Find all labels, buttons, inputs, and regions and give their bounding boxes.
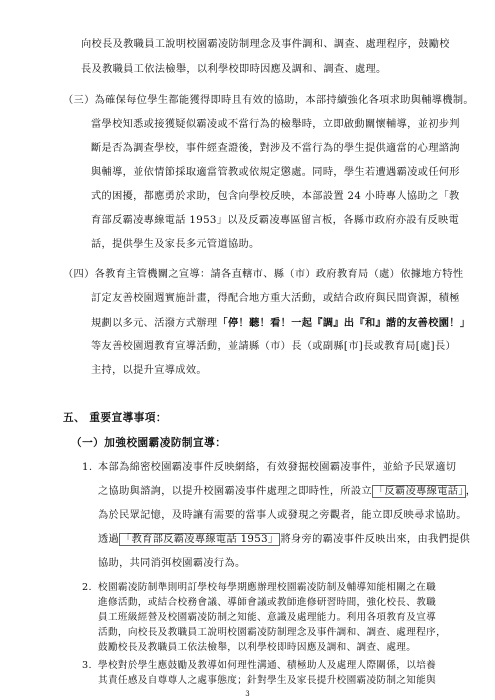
text-line: 員工班級經營及校園霸凌防制之知能、意識及處理能力。利用各項教育及宣導 (98, 612, 437, 623)
text-line: 斷是否為調查學校，事件經查證後，對涉及不當行為的學生提供適當的心理諮詢 (91, 143, 460, 154)
item-number: 3. (82, 660, 92, 671)
text-line: 其責任感及自尊尊人之處事態度；針對學生及家長提升校園霸凌防制之知能與 (98, 675, 437, 686)
text-line: 校園霸凌防制準則明訂學校每學期應辦理校園霸凌防制及輔導知能相關之在職 (98, 582, 437, 593)
text-line: 協助，共同消弭校園霸凌行為。 (98, 558, 246, 569)
text-line: 育部反霸凌專線電話 1953」以及反霸凌專區留言板，各縣市政府亦設有反映電 (91, 215, 460, 226)
text-line: 等友善校園週教育宣導活動，並請縣（市）長（或副縣[市]長或教育局[處]長） (91, 341, 457, 352)
paragraph-4-heading-line: （四）各教育主管機關之宣導：請各直轄市、縣（市）政府教育局（處）依據地方特性 (63, 269, 464, 280)
text-line (98, 485, 476, 499)
text-line: 當學校知悉或接獲疑似霸凌或不當行為的檢舉時，立即啟動關懷輔導，並初步判 (91, 119, 460, 130)
text-line: 訂定友善校園週實施計畫，得配合地方重大活動，或結合政府與民間資源，積極 (91, 293, 460, 304)
text-line: 學校對於學生應鼓勵及教導如何理性溝通、積極助人及處理人際關係，以培養 (98, 660, 437, 671)
text-line: 主持，以提升宣導成效。 (91, 365, 207, 376)
text-span: 透過 (98, 534, 120, 545)
text-line (91, 316, 470, 331)
item-number: 1. (82, 462, 93, 473)
text-line: 向校長及教職員工說明校園霸凌防制理念及事件調和、調查、處理程序，鼓勵校 (81, 39, 450, 50)
text-line: 與輔導，並依情節採取適當管教或依規定懲處。同時，學生若遭遇霸凌或任何形 (91, 167, 460, 178)
text-span: ， (465, 486, 477, 497)
paragraph-3-heading-line: （三）為確保每位學生都能獲得即時且有效的協助，本部持續強化各項求助與輔導機制。 (63, 95, 474, 106)
hotline-name-boxed: 「反霸凌專線電話」 (373, 486, 464, 497)
text-line: 進修活動，或結合校務會議、導師會議或教師進修研習時間，強化校長、教職 (98, 597, 437, 608)
text-span: 之協助與諮詢，以提升校園霸凌事件處理之即時性，所設立 (98, 486, 372, 497)
section-5-heading: 五、 重要宣導事項： (63, 412, 168, 424)
subsection-1-heading: （一）加強校園霸凌防制宣導： (71, 437, 227, 449)
text-line: 長及教職員工依法檢舉，以利學校即時因應及調和、調查、處理。 (81, 64, 387, 75)
text-span: 將身旁的霸凌事件反映出來，由我們提供 (280, 534, 471, 545)
text-line: 話，提供學生及家長多元管道協助。 (91, 239, 260, 250)
text-line (98, 533, 470, 547)
hotline-1953-boxed: 「教育部反霸凌專線電話 1953」 (121, 534, 279, 545)
text-line: 鼓勵校長及教職員工依法檢舉，以利學校即時因應及調和、調查、處理。 (98, 642, 417, 653)
text-line: 式的困擾，都應勇於求助，包含向學校反映，本部設置 24 小時專人協助之「教 (91, 191, 460, 202)
text-line: 活動，向校長及教職員工說明校園霸凌防制理念及事件調和、調查、處理程序， (98, 627, 447, 638)
page-number: 3 (245, 690, 250, 698)
item-number: 2. (82, 582, 92, 593)
text-span: 規劃以多元、活潑方式辦理 (91, 318, 218, 329)
text-line: 為於民眾記憶，及時讓有需要的當事人或發現之旁觀者，能立即反映尋求協助。 (98, 510, 467, 521)
text-line: 本部為綿密校園霸凌事件反映網絡，有效發掘校園霸凌事件，並給予民眾適切 (98, 462, 457, 473)
campaign-slogan: 「停！聽！看！一起『調』出『和』諧的友善校園！」 (217, 317, 471, 329)
